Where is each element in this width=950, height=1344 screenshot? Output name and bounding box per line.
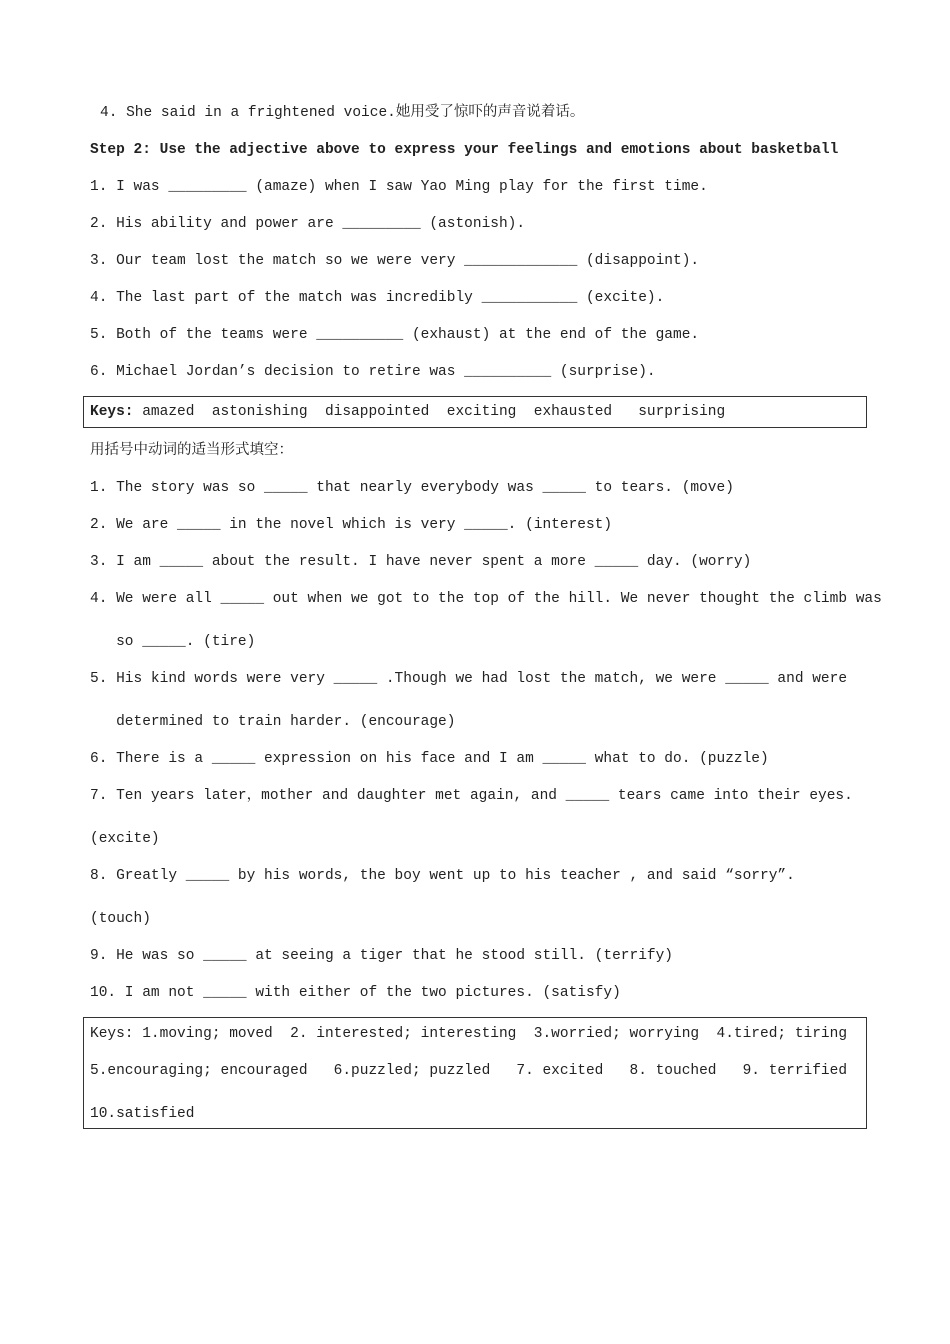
step2-item: 6. Michael Jordan’s decision to retire was __________ (surprise). (90, 364, 656, 380)
exercise-line: (excite) (90, 831, 160, 847)
exercise-line: 6. There is a _____ expression on his face and I am _____ what to do. (puzzle) (90, 751, 769, 767)
exercise-line: 2. We are _____ in the novel which is very _____. (interest) (90, 517, 613, 533)
step2-heading: Step 2: Use the adjective above to express your feelings and emotions about basketball (90, 142, 839, 158)
exercise-line: so _____. (tire) (90, 634, 256, 650)
exercise-line: (touch) (90, 911, 151, 927)
exercise-line: 4. We were all _____ out when we got to the top of the hill. We never thought the climb was (90, 591, 882, 607)
exercise-instruction: 用括号中动词的适当形式填空： (90, 443, 293, 459)
exercise-line: 10. I am not _____ with either of the two pictures. (satisfy) (90, 985, 621, 1001)
exercise-line: 5. His kind words were very _____ .Though we had lost the match, we were _____ and were (90, 671, 848, 687)
exercise-keys-box (83, 1017, 867, 1129)
exercise-keys-line: 10.satisfied (90, 1106, 195, 1122)
step2-keys-box (83, 396, 867, 428)
exercise-keys-line: 5.encouraging; encouraged 6.puzzled; puzzled 7. excited 8. touched 9. terrified (90, 1063, 848, 1079)
exercise-line: 8. Greatly _____ by his words, the boy went up to his teacher , and said “sorry”. (90, 868, 795, 884)
exercise-line: 9. He was so _____ at seeing a tiger that he stood still. (terrify) (90, 948, 673, 964)
step2-item: 3. Our team lost the match so we were very _____________ (disappoint). (90, 253, 700, 269)
exercise-keys-line: Keys: 1.moving; moved 2. interested; interesting 3.worried; worrying 4.tired; tiring (90, 1026, 848, 1042)
step2-item: 1. I was _________ (amaze) when I saw Yao Ming play for the first time. (90, 179, 708, 195)
keys-text: amazed astonishing disappointed exciting exhausted surprising (133, 404, 726, 420)
step2-keys (90, 402, 725, 422)
step2-item: 2. His ability and power are _________ (astonish). (90, 216, 526, 232)
exercise-line: 7. Ten years later，mother and daughter met again, and _____ tears came into their eyes. (90, 788, 853, 804)
exercise-line: determined to train harder. (encourage) (90, 714, 456, 730)
exercise-line: 3. I am _____ about the result. I have never spent a more _____ day. (worry) (90, 554, 752, 570)
exercise-line: 1. The story was so _____ that nearly everybody was _____ to tears. (move) (90, 480, 734, 496)
intro-item: 4. She said in a frightened voice.她用受了惊吓的声音说着话。 (100, 105, 585, 121)
step2-item: 5. Both of the teams were __________ (exhaust) at the end of the game. (90, 327, 700, 343)
step2-item: 4. The last part of the match was incredibly ___________ (excite). (90, 290, 665, 306)
keys-label: Keys: (90, 404, 134, 420)
